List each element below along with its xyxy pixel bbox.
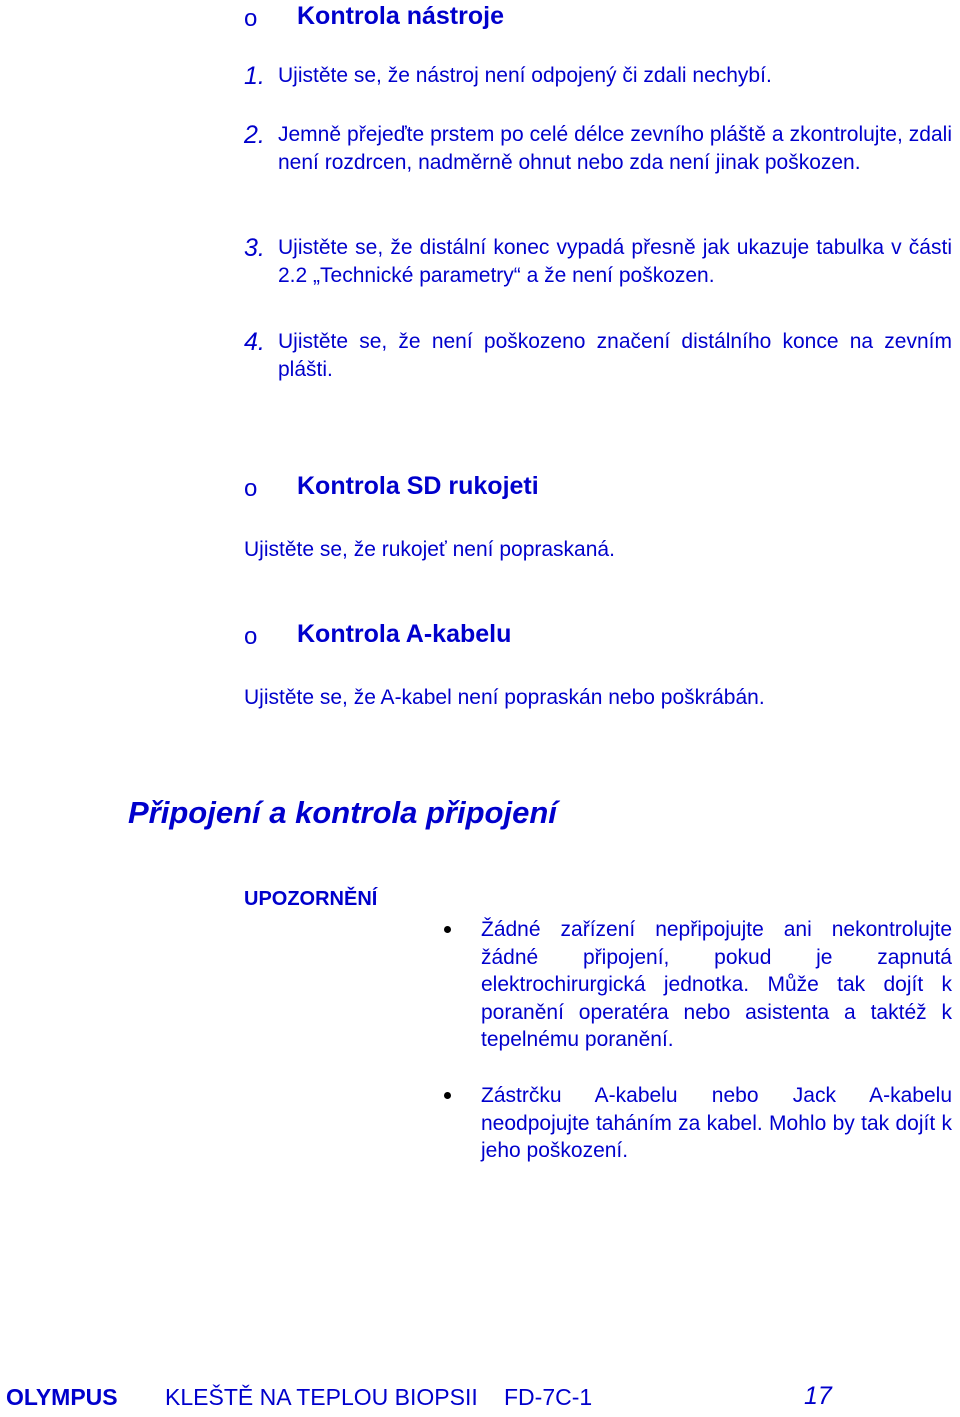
- item-text: Ujistěte se, že nástroj není odpojený či zdali nechybí.: [278, 64, 772, 87]
- footer-model: FD-7C-1: [504, 1384, 593, 1410]
- paragraph: Ujistěte se, že rukojeť není popraskaná.: [244, 538, 615, 561]
- warning-text: Zástrčku A-kabelu nebo Jack A-kabelu neodpojujte taháním za kabel. Mohlo by tak dojít k jeho poškození.: [481, 1084, 952, 1162]
- section-title: Kontrola SD rukojeti: [297, 472, 539, 500]
- item-text: Jemně přejeďte prstem po celé délce zevního pláště a zkontrolujte, zdali není rozdrcen, nadměrně ohnut nebo zda není jinak poškozen.: [278, 123, 952, 174]
- bullet-dot-icon: [444, 926, 451, 933]
- list-item: [244, 121, 952, 177]
- paragraph: Ujistěte se, že A-kabel není popraskán nebo poškrábán.: [244, 686, 765, 709]
- item-number: 4.: [244, 328, 265, 356]
- section-title: Kontrola nástroje: [297, 2, 504, 30]
- list-item: [244, 62, 952, 90]
- list-item: [244, 328, 952, 384]
- warning-label: UPOZORNĚNÍ: [244, 888, 378, 910]
- item-text: Ujistěte se, že není poškozeno značení distálního konce na zevním plášti.: [278, 330, 952, 381]
- section-title: Kontrola A-kabelu: [297, 620, 512, 648]
- footer-title: KLEŠTĚ NA TEPLOU BIOPSII: [165, 1384, 478, 1410]
- list-item: [244, 234, 952, 290]
- warning-item: [444, 916, 952, 1054]
- bullet-o: o: [244, 475, 258, 502]
- item-number: 1.: [244, 62, 265, 90]
- warning-item: [444, 1082, 952, 1165]
- warning-text: Žádné zařízení nepřipojujte ani nekontrolujte žádné připojení, pokud je zapnutá elektrochirurgická jednotka. Může tak dojít k poranění operatéra nebo asistenta a taktéž k tepelnému poranění.: [481, 918, 952, 1051]
- footer-brand: OLYMPUS: [6, 1384, 118, 1410]
- bullet-dot-icon: [444, 1092, 451, 1099]
- bullet-o: o: [244, 5, 258, 32]
- item-number: 2.: [244, 121, 265, 149]
- item-number: 3.: [244, 234, 265, 262]
- item-text: Ujistěte se, že distální konec vypadá přesně jak ukazuje tabulka v části 2.2 „Technické parametry“ a že není poškozen.: [278, 236, 952, 287]
- page-heading: Připojení a kontrola připojení: [128, 795, 557, 830]
- page-number: 17: [804, 1382, 832, 1410]
- bullet-o: o: [244, 623, 258, 650]
